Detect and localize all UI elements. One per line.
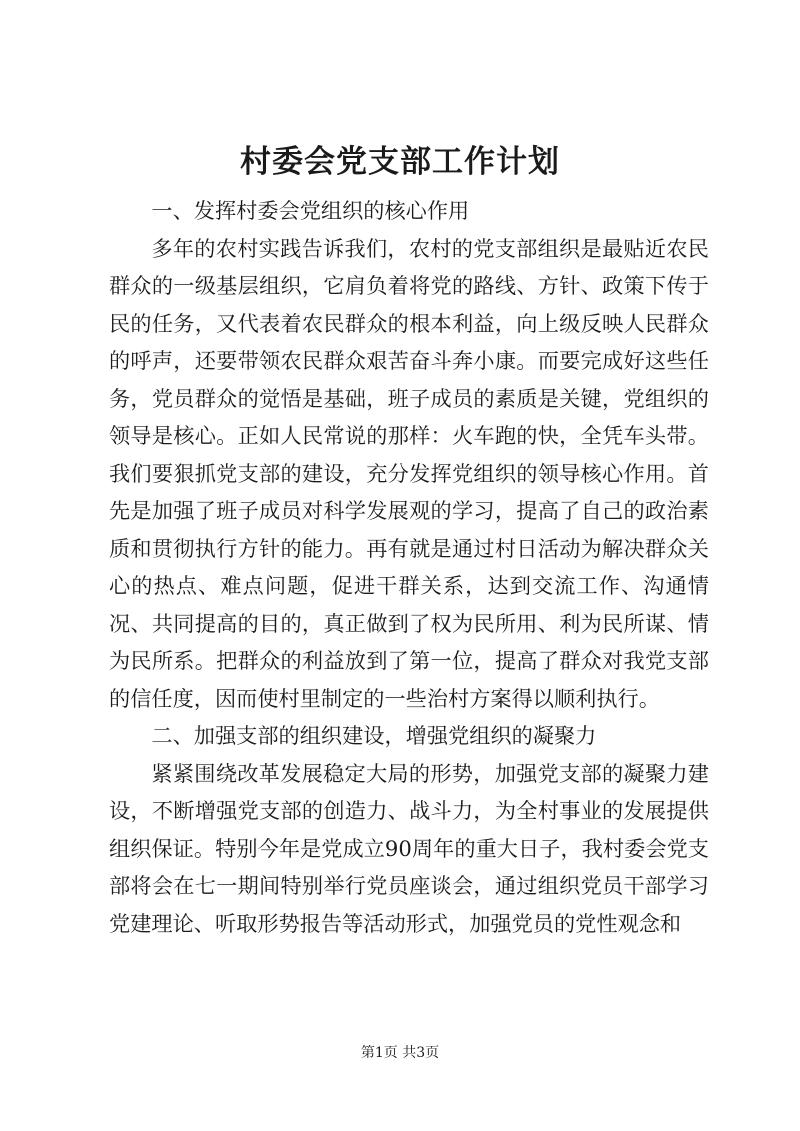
section-heading-1: 一、发挥村委会党组织的核心作用 (151, 198, 470, 223)
paragraph-1: 多年的农村实践告诉我们，农村的党支部组织是最贴近农民群众的一级基层组织，它肩负着将党的路线、方针、政策下传于民的任务，又代表着农民群众的根本利益，向上级反映人民群众的呼声，还要带领农民群众艰苦奋斗奔小康。而要完成好这些任务，党员群众的觉悟是基础，班子成员的素质是关键，党组织的领导是核心。正如人民常说的那样：火车跑的快，全凭车头带。我们要狠抓党支部的建设，充分发挥党组织的领导核心作用。首先是加强了班子成员对科学发展观的学习，提高了自己的政治素质和贯彻执行方针的能力。再有就是通过村日活动为解决群众关心的热点、难点问题，促进干群关系，达到交流工作、沟通情况、共同提高的目的，真正做到了权为民所用、利为民所谋、情为民所系。把群众的利益放到了第一位，提高了群众对我党支部的信任度，因而使村里制定的一些治村方案得以顺利执行。 (109, 235, 709, 711)
document-body (109, 192, 709, 942)
document-title: 村委会党支部工作计划 (240, 144, 560, 180)
section-heading-2: 二、加强支部的组织建设，增强党组织的凝聚力 (151, 723, 597, 748)
page-footer: 第1页 共3页 (360, 1045, 440, 1061)
paragraph-2: 紧紧围绕改革发展稳定大局的形势，加强党支部的凝聚力建设，不断增强党支部的创造力、战斗力，为全村事业的发展提供组织保证。特别今年是党成立90周年的重大日子，我村委会党支部将会在七一期间特别举行党员座谈会，通过组织党员干部学习党建理论、听取形势报告等活动形式，加强党员的党性观念和 (109, 760, 709, 936)
